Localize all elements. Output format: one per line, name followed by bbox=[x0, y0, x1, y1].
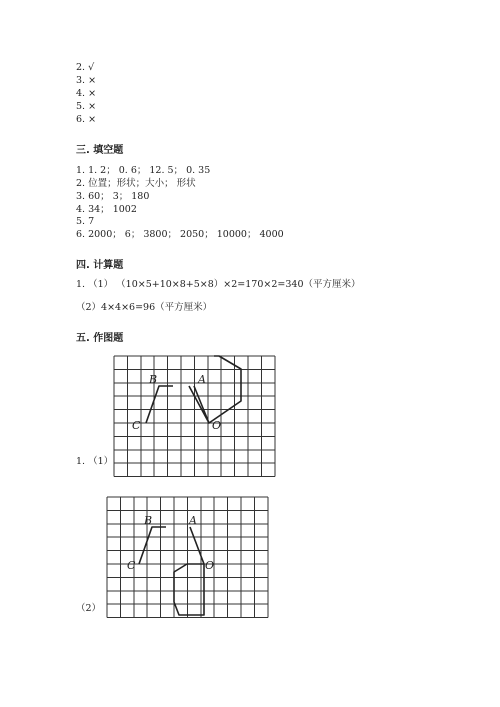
segment-ao bbox=[190, 527, 204, 564]
grid-figure-2 bbox=[107, 497, 269, 617]
point-label-o: O bbox=[205, 559, 215, 572]
calc-answer-1: 1. （1） （10×5+10×8+5×8）×2=170×2=340（平方厘米） bbox=[76, 279, 361, 290]
judge-answer-2: 2. √ bbox=[76, 62, 95, 73]
point-label-o: O bbox=[212, 419, 222, 432]
grid-figure-1 bbox=[114, 356, 276, 476]
figure-1-label: 1. （1） bbox=[76, 456, 114, 467]
point-label-b: B bbox=[144, 514, 153, 527]
fill-answer-3: 3. 60； 3； 180 bbox=[76, 191, 150, 202]
fill-answer-5: 5. 7 bbox=[76, 216, 95, 227]
segment-ao bbox=[194, 386, 209, 423]
fill-section-heading: 三. 填空题 bbox=[76, 145, 124, 156]
point-label-b: B bbox=[149, 373, 158, 386]
figure-2-label: （2） bbox=[76, 603, 102, 614]
point-label-c: C bbox=[132, 419, 141, 432]
point-label-a: A bbox=[198, 373, 206, 386]
rotated-shape bbox=[174, 564, 204, 615]
grid-lines bbox=[114, 356, 275, 477]
fill-answer-1: 1. 1. 2； 0. 6； 12. 5； 0. 35 bbox=[76, 165, 211, 176]
calc-section-heading: 四. 计算题 bbox=[76, 260, 124, 271]
grid-lines bbox=[107, 497, 268, 618]
judge-answer-3: 3. × bbox=[76, 75, 97, 86]
judge-answer-5: 5. × bbox=[76, 101, 97, 112]
fill-answer-2: 2. 位置；形状；大小； 形状 bbox=[76, 178, 196, 189]
point-label-c: C bbox=[127, 559, 136, 572]
judge-answer-6: 6. × bbox=[76, 114, 97, 125]
fill-answer-4: 4. 34； 1002 bbox=[76, 204, 137, 215]
rotated-shape bbox=[189, 356, 241, 423]
fill-answer-6: 6. 2000； 6； 3800； 2050； 10000； 4000 bbox=[76, 229, 284, 240]
draw-section-heading: 五. 作图题 bbox=[76, 333, 124, 344]
calc-answer-2: （2）4×4×6=96（平方厘米） bbox=[76, 302, 213, 313]
original-shape bbox=[146, 386, 173, 423]
point-label-a: A bbox=[189, 514, 197, 527]
original-shape bbox=[139, 527, 166, 564]
judge-answer-4: 4. × bbox=[76, 88, 97, 99]
